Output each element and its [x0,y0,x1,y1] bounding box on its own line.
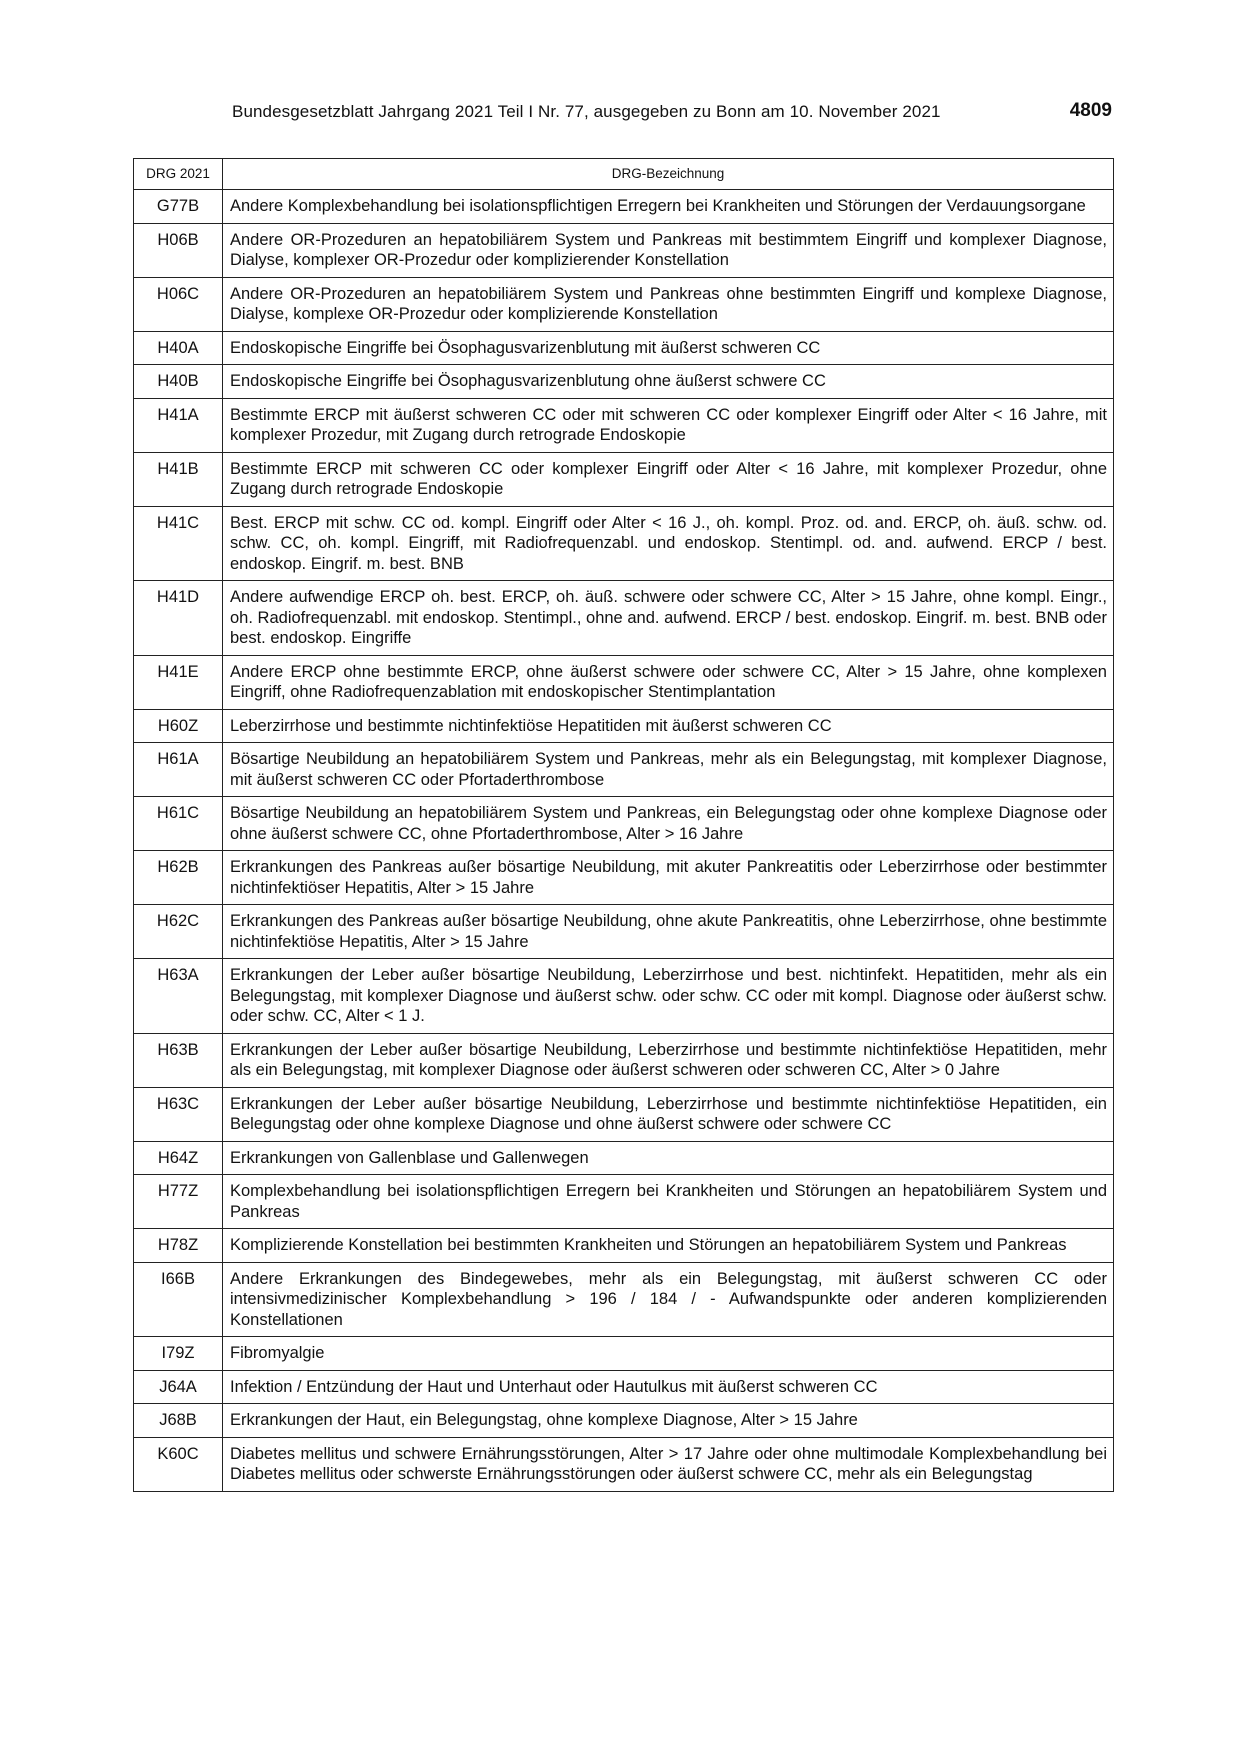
drg-code-cell: G77B [134,190,223,224]
table-row [134,277,1114,331]
drg-description-cell: Diabetes mellitus und schwere Ernährungsstörungen, Alter > 17 Jahre oder ohne multimodale Komplexbehandlung bei Diabetes mellitus oder schwerste Ernährungsstörungen oder äußerst schwere CC, mehr als ein Belegungstag [223,1437,1114,1491]
table-header-row [134,159,1114,190]
drg-code-cell: I79Z [134,1337,223,1371]
table-row [134,743,1114,797]
table-row [134,655,1114,709]
drg-description-cell: Erkrankungen der Leber außer bösartige Neubildung, Leberzirrhose und bestimmte nichtinfektiöse Hepatitiden, mehr als ein Belegungstag, mit komplexer Diagnose oder äußerst schweren oder schweren CC, Alter > 0 Jahre [223,1033,1114,1087]
drg-code-cell: H78Z [134,1229,223,1263]
drg-table [133,158,1114,1492]
drg-description-cell: Bestimmte ERCP mit schweren CC oder komplexer Eingriff oder Alter < 16 Jahre, mit komplexer Prozedur, ohne Zugang durch retrograde Endoskopie [223,452,1114,506]
drg-description-cell: Fibromyalgie [223,1337,1114,1371]
drg-code-cell: H61C [134,797,223,851]
drg-description-cell: Best. ERCP mit schw. CC od. kompl. Eingriff oder Alter < 16 J., oh. kompl. Proz. od. and. ERCP, oh. äuß. schw. od. schw. CC, oh. kompl. Eingriff, mit Radiofrequenzabl. und endoskop. Stentimpl. od. and. aufwend. ERCP / best. endoskop. Eingrif. m. best. BNB [223,506,1114,581]
table-row [134,1404,1114,1438]
drg-description-cell: Bösartige Neubildung an hepatobiliärem System und Pankreas, ein Belegungstag oder ohne komplexe Diagnose oder ohne äußerst schwere CC, ohne Pfortaderthrombose, Alter > 16 Jahre [223,797,1114,851]
drg-description-cell: Andere OR-Prozeduren an hepatobiliärem System und Pankreas ohne bestimmten Eingriff und komplexe Diagnose, Dialyse, komplexe OR-Prozedur oder komplizierende Konstellation [223,277,1114,331]
drg-description-cell: Bösartige Neubildung an hepatobiliärem System und Pankreas, mehr als ein Belegungstag, mit komplexer Diagnose, mit äußerst schweren CC oder Pfortaderthrombose [223,743,1114,797]
table-row [134,959,1114,1034]
column-header-drg: DRG 2021 [134,159,223,190]
drg-description-cell: Erkrankungen der Leber außer bösartige Neubildung, Leberzirrhose und bestimmte nichtinfektiöse Hepatitiden, ein Belegungstag oder ohne komplexe Diagnose und ohne äußerst schwere oder schwere CC [223,1087,1114,1141]
table-row [134,365,1114,399]
table-row [134,331,1114,365]
table-row [134,1175,1114,1229]
drg-code-cell: H41B [134,452,223,506]
drg-description-cell: Bestimmte ERCP mit äußerst schweren CC oder mit schweren CC oder komplexer Eingriff oder Alter < 16 Jahre, mit komplexer Prozedur, mit Zugang durch retrograde Endoskopie [223,398,1114,452]
page-number: 4809 [1069,100,1112,121]
drg-code-cell: H63B [134,1033,223,1087]
table-row [134,190,1114,224]
drg-description-cell: Andere Komplexbehandlung bei isolationspflichtigen Erregern bei Krankheiten und Störungen der Verdauungsorgane [223,190,1114,224]
drg-code-cell: H41C [134,506,223,581]
table-row [134,851,1114,905]
drg-code-cell: H63A [134,959,223,1034]
drg-code-cell: H64Z [134,1141,223,1175]
drg-description-cell: Infektion / Entzündung der Haut und Unterhaut oder Hautulkus mit äußerst schweren CC [223,1370,1114,1404]
table-row [134,1141,1114,1175]
drg-description-cell: Erkrankungen des Pankreas außer bösartige Neubildung, ohne akute Pankreatitis, ohne Leberzirrhose, ohne bestimmte nichtinfektiöse Hepatitis, Alter > 15 Jahre [223,905,1114,959]
drg-code-cell: H41A [134,398,223,452]
drg-code-cell: H61A [134,743,223,797]
drg-description-cell: Endoskopische Eingriffe bei Ösophagusvarizenblutung mit äußerst schweren CC [223,331,1114,365]
drg-description-cell: Erkrankungen von Gallenblase und Gallenwegen [223,1141,1114,1175]
table-row [134,1262,1114,1337]
drg-description-cell: Komplizierende Konstellation bei bestimmten Krankheiten und Störungen an hepatobiliärem System und Pankreas [223,1229,1114,1263]
table-row [134,1437,1114,1491]
drg-description-cell: Andere aufwendige ERCP oh. best. ERCP, oh. äuß. schwere oder schwere CC, Alter > 15 Jahre, ohne kompl. Eingr., oh. Radiofrequenzabl. mit endoskop. Stentimpl., ohne and. aufwend. ERCP / best. endoskop. Eingrif. m. best. BNB oder best. endoskop. Eingriffe [223,581,1114,656]
drg-code-cell: K60C [134,1437,223,1491]
table-row [134,709,1114,743]
drg-code-cell: J68B [134,1404,223,1438]
drg-code-cell: H77Z [134,1175,223,1229]
page-header [232,100,1112,130]
column-header-description: DRG-Bezeichnung [223,159,1114,190]
drg-code-cell: H40B [134,365,223,399]
drg-code-cell: I66B [134,1262,223,1337]
drg-description-cell: Komplexbehandlung bei isolationspflichtigen Erregern bei Krankheiten und Störungen an hepatobiliärem System und Pankreas [223,1175,1114,1229]
drg-description-cell: Erkrankungen der Leber außer bösartige Neubildung, Leberzirrhose und best. nichtinfekt. Hepatitiden, mehr als ein Belegungstag, mit komplexer Diagnose und äußerst schw. oder schw. CC oder mit kompl. Diagnose oder äußerst schw. oder schw. CC, Alter < 1 J. [223,959,1114,1034]
table-row [134,223,1114,277]
drg-description-cell: Andere Erkrankungen des Bindegewebes, mehr als ein Belegungstag, mit äußerst schweren CC oder intensivmedizinischer Komplexbehandlung > 196 / 184 / - Aufwandspunkte oder anderen komplizierenden Konstellationen [223,1262,1114,1337]
table-row [134,452,1114,506]
drg-description-cell: Andere OR-Prozeduren an hepatobiliärem System und Pankreas mit bestimmtem Eingriff und komplexer Diagnose, Dialyse, komplexer OR-Prozedur oder komplizierender Konstellation [223,223,1114,277]
table-row [134,1229,1114,1263]
drg-description-cell: Erkrankungen der Haut, ein Belegungstag, ohne komplexe Diagnose, Alter > 15 Jahre [223,1404,1114,1438]
drg-code-cell: H06C [134,277,223,331]
table-row [134,398,1114,452]
drg-code-cell: H41E [134,655,223,709]
drg-description-cell: Leberzirrhose und bestimmte nichtinfektiöse Hepatitiden mit äußerst schweren CC [223,709,1114,743]
table-body [134,190,1114,1492]
drg-code-cell: H06B [134,223,223,277]
table-row [134,506,1114,581]
drg-code-cell: H63C [134,1087,223,1141]
table-row [134,1087,1114,1141]
drg-code-cell: H41D [134,581,223,656]
table-row [134,1033,1114,1087]
drg-description-cell: Endoskopische Eingriffe bei Ösophagusvarizenblutung ohne äußerst schwere CC [223,365,1114,399]
table-row [134,905,1114,959]
table-row [134,1370,1114,1404]
table-row [134,797,1114,851]
drg-code-cell: H60Z [134,709,223,743]
table-row [134,1337,1114,1371]
table-row [134,581,1114,656]
drg-description-cell: Erkrankungen des Pankreas außer bösartige Neubildung, mit akuter Pankreatitis oder Leberzirrhose oder bestimmter nichtinfektiöser Hepatitis, Alter > 15 Jahre [223,851,1114,905]
header-title: Bundesgesetzblatt Jahrgang 2021 Teil I Nr. 77, ausgegeben zu Bonn am 10. November 2021 [232,102,941,121]
drg-code-cell: J64A [134,1370,223,1404]
drg-code-cell: H62C [134,905,223,959]
drg-code-cell: H62B [134,851,223,905]
drg-code-cell: H40A [134,331,223,365]
drg-description-cell: Andere ERCP ohne bestimmte ERCP, ohne äußerst schwere oder schwere CC, Alter > 15 Jahre, ohne komplexen Eingriff, ohne Radiofrequenzablation mit endoskopischer Stentimplantation [223,655,1114,709]
